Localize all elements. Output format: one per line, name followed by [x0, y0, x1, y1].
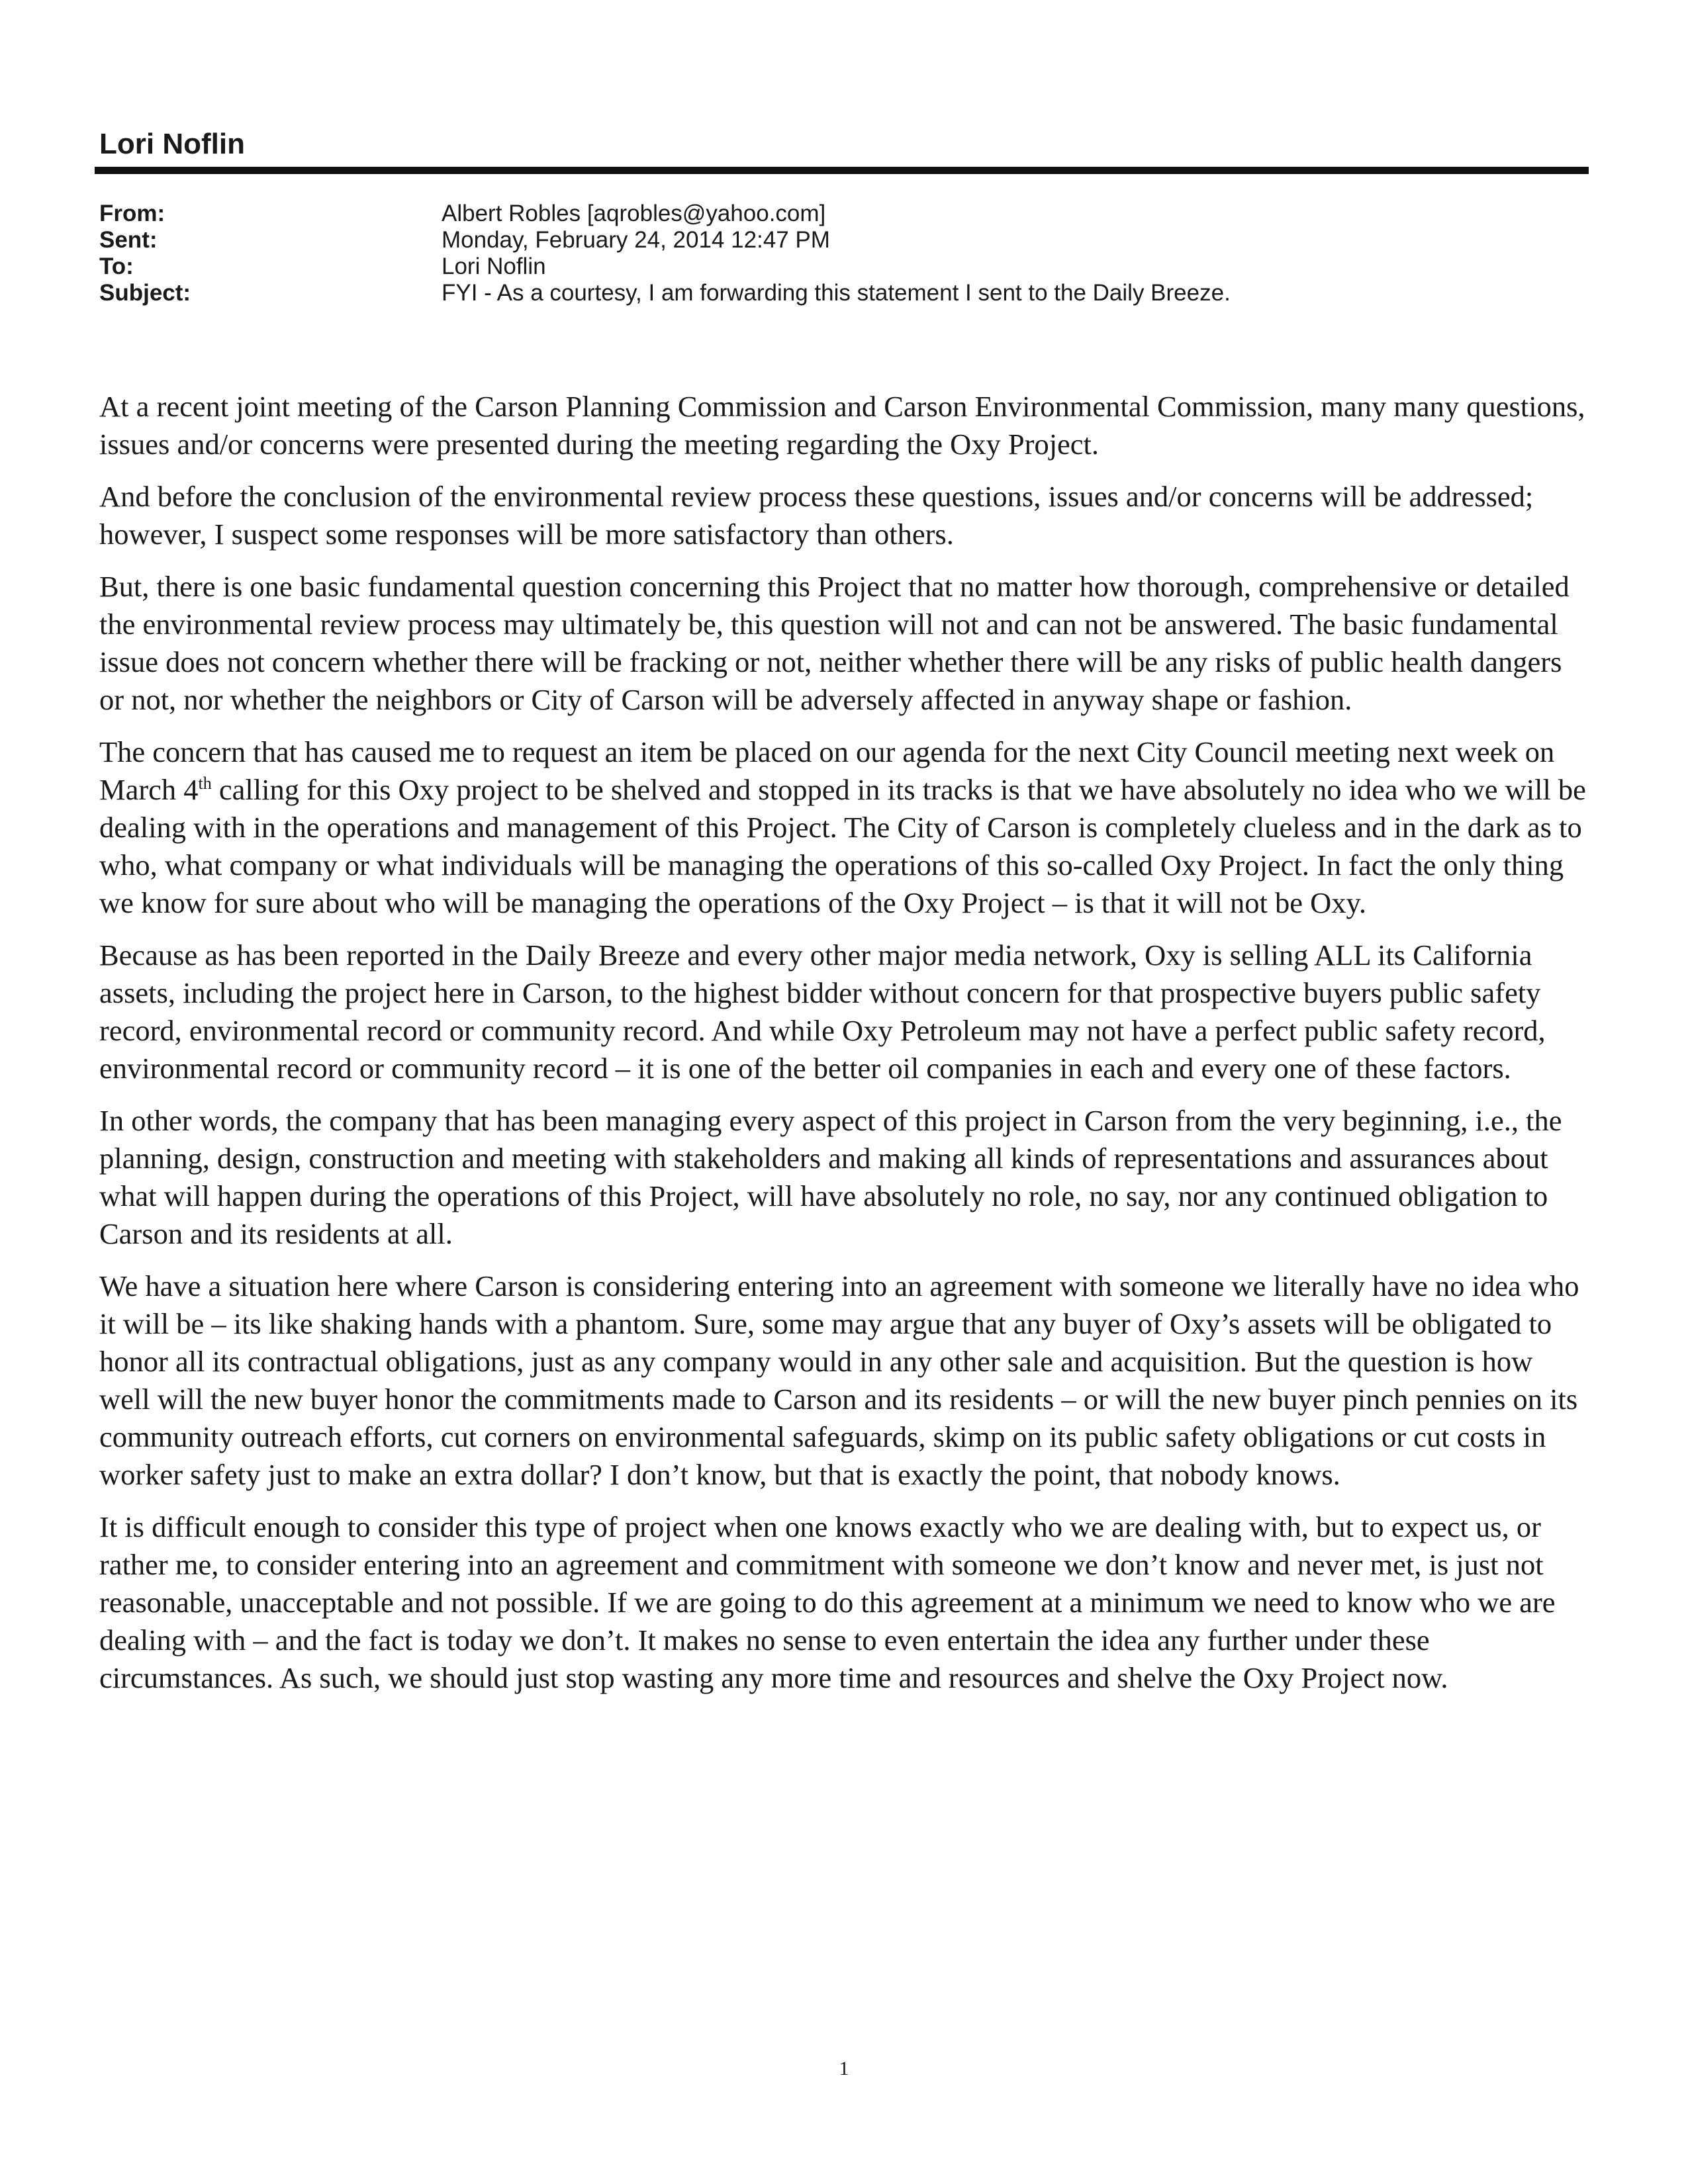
- paragraph-4-start: The concern that has caused me to request an item be placed on our agenda for the next City Council meeting next week on March 4: [99, 735, 1555, 806]
- email-header: [99, 201, 1231, 306]
- from-value: Albert Robles [aqrobles@yahoo.com]: [442, 201, 826, 226]
- body-paragraph-8: It is difficult enough to consider this type of project when one knows exactly who we are dealing with, but to expect us, or rather me, to consider entering into an agreement and commitment with someone we don’t know and never met, is just not reasonable, unacceptable and not possible. If we are going to do this agreement at a minimum we need to know who we are dealing with – and the fact is today we don’t. It makes no sense to even entertain the idea any further under these circumstances. As such, we should just stop wasting any more time and resources and shelve the Oxy Project now.: [99, 1510, 1556, 1694]
- email-body: [99, 388, 1589, 1711]
- sender-name: Lori Noflin: [99, 128, 245, 160]
- to-value: Lori Noflin: [442, 253, 546, 279]
- body-paragraph-4: [99, 733, 1589, 922]
- body-paragraph-3: But, there is one basic fundamental question concerning this Project that no matter how thorough, comprehensive or detailed the environmental review process may ultimately be, this question will not and can not be answered. The basic fundamental issue does not concern whether there will be fracking or not, neither whether there will be any risks of public health dangers or not, nor whether the neighbors or City of Carson will be adversely affected in anyway shape or fashion.: [99, 570, 1570, 716]
- header-divider: [95, 167, 1589, 174]
- sent-row: [99, 227, 1231, 253]
- from-label: From:: [99, 201, 165, 226]
- subject-value: FYI - As a courtesy, I am forwarding this statement I sent to the Daily Breeze.: [442, 280, 1231, 306]
- sent-value: Monday, February 24, 2014 12:47 PM: [442, 227, 830, 253]
- to-label: To:: [99, 253, 134, 279]
- sent-label: Sent:: [99, 227, 158, 253]
- to-row: [99, 253, 1231, 280]
- body-paragraph-5: Because as has been reported in the Daily Breeze and every other major media network, Oxy is selling ALL its California assets, including the project here in Carson, to the highest bidder without concern for that prospective buyers public safety record, environmental record or community record. And while Oxy Petroleum may not have a perfect public safety record, environmental record or community record – it is one of the better oil companies in each and every one of these factors.: [99, 938, 1546, 1085]
- from-row: [99, 201, 1231, 227]
- paragraph-4-end: calling for this Oxy project to be shelved and stopped in its tracks is that we have absolutely no idea who we will be dealing with in the operations and management of this Project. The City of Carson is completely clueless and in the dark as to who, what company or what individuals will be managing the operations of this so-called Oxy Project. In fact the only thing we know for sure about who will be managing the operations of the Oxy Project – is that it will not be Oxy.: [99, 773, 1586, 919]
- body-paragraph-2: And before the conclusion of the environmental review process these questions, issues and/or concerns will be addressed; however, I suspect some responses will be more satisfactory than others.: [99, 480, 1534, 551]
- body-paragraph-1: At a recent joint meeting of the Carson Planning Commission and Carson Environmental Commission, many many questions, issues and/or concerns were presented during the meeting regarding the Oxy Project.: [99, 390, 1585, 461]
- ordinal-suffix: th: [198, 774, 212, 794]
- page-number: 1: [839, 2058, 849, 2079]
- subject-row: [99, 280, 1231, 306]
- body-paragraph-6: In other words, the company that has been managing every aspect of this project in Carson from the very beginning, i.e., the planning, design, construction and meeting with stakeholders and making all kinds of representations and assurances about what will happen during the operations of this Project, will have absolutely no role, no say, nor any continued obligation to Carson and its residents at all.: [99, 1104, 1562, 1250]
- subject-label: Subject:: [99, 280, 191, 306]
- body-paragraph-7: We have a situation here where Carson is considering entering into an agreement with someone we literally have no idea who it will be – its like shaking hands with a phantom. Sure, some may argue that any buyer of Oxy’s assets will be obligated to honor all its contractual obligations, just as any company would in any other sale and acquisition. But the question is how well will the new buyer honor the commitments made to Carson and its residents – or will the new buyer pinch pennies on its community outreach efforts, cut corners on environmental safeguards, skimp on its public safety obligations or cut costs in worker safety just to make an extra dollar? I don’t know, but that is exactly the point, that nobody knows.: [99, 1269, 1579, 1491]
